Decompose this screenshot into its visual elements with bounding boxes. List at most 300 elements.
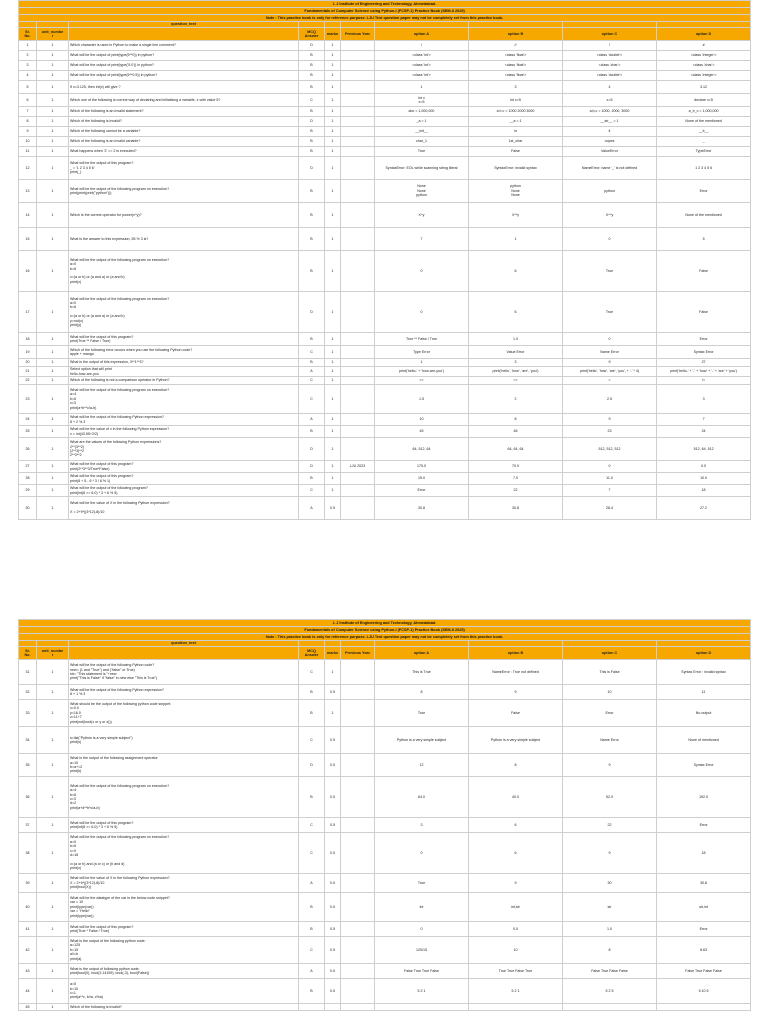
option-c-cell: 52.0 [563,777,657,818]
unit-number-cell: 1 [37,107,69,117]
institute-title: L J Institute of Engineering and Technology, Ahmedabad. [19,1,751,8]
option-a-cell: char_1 [375,137,469,147]
previous-year-cell [341,228,375,251]
option-a-cell: <class 'int'> [375,61,469,71]
mcq-answer-cell: B [299,685,325,700]
sr-no-cell: 34 [19,727,37,754]
option-b-cell: 0.0 [469,922,563,937]
mcq-answer-cell: B [299,147,325,157]
sr-no-cell: 20 [19,359,37,367]
question-row [19,333,751,346]
option-a-cell: X^y [375,203,469,228]
question-row [19,346,751,359]
question-row [19,727,751,754]
mcq-answer-cell: B [299,61,325,71]
option-b-cell: 1.0 [469,333,563,346]
mcq-answer-cell: D [299,157,325,180]
question-text-cell: Which one of the following is correct way of declaring and initialising a variable, x with value 5? [69,94,299,107]
option-a-cell: __init__ [375,127,469,137]
question-text-cell: What should be the output of the following python code snippet: x=0.0 y=16.0 z=11+7 print(not(bool(x or y or z))) [69,700,299,727]
sr-no-cell: 35 [19,754,37,777]
marks-cell: 1 [325,107,341,117]
previous-year-cell [341,497,375,520]
option-a-cell: 10 [375,414,469,426]
previous-year-cell [341,727,375,754]
course-title: Fundamentals of Computer Science using Python-I (FCSP-1) Practice Book (SEM-II 2025) [19,8,751,15]
option-a-cell: Type Error [375,346,469,359]
previous-year-cell [341,818,375,833]
previous-year-cell [341,117,375,127]
option-d-cell: 0.0 [657,461,751,473]
previous-year-cell [341,385,375,414]
option-c-cell: 5 2 5 [563,979,657,1004]
unit-number-cell: 1 [37,127,69,137]
option-d-cell: <class 'char'> [657,61,751,71]
question-row [19,41,751,51]
question-text-cell: What will be the output of this program? _ = '1 2 3 4 5 6' print(_) [69,157,299,180]
question-row [19,251,751,292]
previous-year-cell [341,777,375,818]
option-a-cell: True ** False / True [375,333,469,346]
unit-number-cell: 1 [37,137,69,147]
header-sr-no: Sr. No. [19,28,37,41]
marks-cell: 1 [325,157,341,180]
question-text-cell: a=5 b=10 c=1 print(a**c, b//a, c%a) [69,979,299,1004]
option-b-cell: 40.0 [469,777,563,818]
question-text-cell: What is the output of the following assignment operator a=10 b=a+=2 print(b) [69,754,299,777]
mcq-answer-cell: B [299,137,325,147]
header-option-a: option A [375,647,469,660]
mcq-answer-cell: A [299,497,325,520]
question-row [19,51,751,61]
option-a-cell: 175.0 [375,461,469,473]
previous-year-cell [341,333,375,346]
unit-number-cell: 1 [37,251,69,292]
marks-cell: 1 [325,367,341,377]
unit-number-cell: 1 [37,473,69,485]
option-b-cell: SyntaxError: invalid syntax [469,157,563,180]
previous-year-cell [341,893,375,922]
option-c-cell: 512, 512, 512 [563,438,657,461]
sr-no-cell: 38 [19,833,37,874]
question-row [19,818,751,833]
option-d-cell: False True False False [657,964,751,979]
option-d-cell: str,int [657,893,751,922]
previous-year-cell [341,107,375,117]
unit-number-cell: 1 [37,157,69,180]
option-a-cell: int x x=5 [375,94,469,107]
unit-number-cell: 1 [37,385,69,414]
header-option-c: option C [563,28,657,41]
marks-cell: 0.5 [325,727,341,754]
sr-no-cell: 39 [19,874,37,893]
option-b-cell: <class 'float'> [469,51,563,61]
previous-year-cell [341,137,375,147]
question-row [19,497,751,520]
option-a-cell: True [375,874,469,893]
option-c-cell: <class 'char'> [563,61,657,71]
sr-no-cell: 5 [19,81,37,94]
option-b-cell: 6 [469,818,563,833]
marks-cell: 1 [325,438,341,461]
sr-no-cell: 11 [19,147,37,157]
marks-cell: 0.5 [325,893,341,922]
marks-cell: 1 [325,473,341,485]
option-b-cell: int x=5 [469,94,563,107]
question-text-cell: Which of the following error occurs when you use the following Python code? apple + mango [69,346,299,359]
option-a-cell: 8 [375,685,469,700]
question-text-cell: What will be the output of the following program on execution? a=0 b=6 c=9 d=18 x=(a or b) and (a or c) or (b and d) print(x) [69,833,299,874]
marks-cell: 0.5 [325,874,341,893]
option-a-cell: 1 [375,81,469,94]
option-a-cell: _a = 1 [375,117,469,127]
option-b-cell: 7.0 [469,473,563,485]
option-c-cell: NameError: name '_' is not defined [563,157,657,180]
marks-cell: 1 [325,426,341,438]
option-d-cell: 1 2 3 4 5 6 [657,157,751,180]
option-c-cell: 22 [563,818,657,833]
marks-cell: 1 [325,377,341,385]
mcq-answer-cell: C [299,833,325,874]
question-row [19,473,751,485]
question-text-cell: What will be the output of print(type(5**0)) in python? [69,51,299,61]
question-text-cell: What will be the datatype of the var in the below code snippet? var = 10 print(type(var)) var = "Hello" print(type(var)) [69,893,299,922]
option-d-cell: != [657,377,751,385]
option-c-cell: 28.4 [563,497,657,520]
option-d-cell: Error [657,818,751,833]
mcq-answer-cell: B [299,107,325,117]
option-c-cell: True [563,251,657,292]
option-c-cell: __str__ = 1 [563,117,657,127]
question-row [19,180,751,203]
question-text-cell: Which of the following is invalid? [69,117,299,127]
option-c-cell: 0 [563,228,657,251]
mcq-answer-cell [299,1004,325,1011]
option-b-cell: <class 'float'> [469,61,563,71]
option-a-cell: 15.0 [375,473,469,485]
sr-no-cell: 7 [19,107,37,117]
sr-no-cell: 9 [19,127,37,137]
marks-cell: 1 [325,81,341,94]
marks-cell: 1 [325,147,341,157]
option-a-cell: 0 [375,292,469,333]
option-c-cell: = [563,377,657,385]
header-unit-number: unit_numbe r [37,28,69,41]
marks-cell: 0.5 [325,937,341,964]
mcq-answer-cell: B [299,893,325,922]
marks-cell: 0.5 [325,777,341,818]
option-b-cell: X**y [469,203,563,228]
institute-title: L J Institute of Engineering and Technology, Ahmedabad. [19,620,751,627]
option-d-cell: Error [657,922,751,937]
option-c-cell: 9 [563,754,657,777]
sr-no-cell: 1 [19,41,37,51]
previous-year-cell [341,833,375,874]
question-text-cell: What will be the value of X in the following Python expression? X = 2+9*((3*12)-8)/10 print(bool(X)) [69,874,299,893]
option-a-cell: 7 [375,228,469,251]
sr-no-cell: 44 [19,979,37,1004]
unit-number-cell: 1 [37,727,69,754]
option-c-cell: 10 [563,685,657,700]
mcq-answer-cell: B [299,473,325,485]
option-c-cell: 1.0 [563,922,657,937]
marks-cell: 0.5 [325,685,341,700]
unit-number-cell: 1 [37,359,69,367]
option-c-cell: it [563,127,657,137]
previous-year-cell [341,979,375,1004]
sr-no-cell: 29 [19,485,37,497]
sr-no-cell: 15 [19,228,37,251]
previous-year-cell [341,414,375,426]
header-option-b: option B [469,28,563,41]
previous-year-cell [341,81,375,94]
option-b-cell [469,1004,563,1011]
option-b-cell: a b c = 1000 2000 3000 [469,107,563,117]
option-a-cell: 0 [375,833,469,874]
header-unit-number: unit_numbe r [37,647,69,660]
marks-cell: 1 [325,660,341,685]
option-b-cell: 64, 64, 64 [469,438,563,461]
question-row [19,922,751,937]
option-c-cell: False True False False [563,964,657,979]
option-c-cell: 7 [563,485,657,497]
unit-number-cell: 1 [37,203,69,228]
option-d-cell: No output [657,700,751,727]
mcq-answer-cell: B [299,228,325,251]
mcq-answer-cell: A [299,964,325,979]
mcq-answer-cell: D [299,438,325,461]
marks-cell: 0.5 [325,922,341,937]
sr-no-cell: 2 [19,51,37,61]
option-a-cell: 125/15 [375,937,469,964]
option-b-cell: int,str [469,893,563,922]
unit-number-cell: 1 [37,438,69,461]
mcq-answer-cell: A [299,367,325,377]
option-b-cell: 3 [469,359,563,367]
option-b-cell: __a = 1 [469,117,563,127]
header-previous-year: Previous Year [341,647,375,660]
header-question-text: question_text [69,641,299,647]
option-d-cell: 27.2 [657,497,751,520]
previous-year-cell [341,685,375,700]
question-row [19,438,751,461]
option-c-cell: Error [563,700,657,727]
option-a-cell: int [375,893,469,922]
option-d-cell: 27 [657,359,751,367]
previous-year-cell [341,292,375,333]
option-b-cell: NameError : True not defined [469,660,563,685]
option-d-cell: 11 [657,685,751,700]
sr-no-cell: 18 [19,333,37,346]
option-b-cell: 6 [469,833,563,874]
option-b-cell: 9 [469,874,563,893]
unit-number-cell: 1 [37,426,69,438]
previous-year-cell [341,1004,375,1011]
option-c-cell: 8 [563,937,657,964]
option-a-cell: True [375,700,469,727]
option-c-cell: <class 'double'> [563,71,657,81]
sr-no-cell: 12 [19,157,37,180]
option-c-cell: This is False [563,660,657,685]
sr-no-cell: 8 [19,117,37,127]
option-a-cell: False True True False [375,964,469,979]
sr-no-cell: 43 [19,964,37,979]
header-mcq-answer: MCQ Answer [299,647,325,660]
option-b-cell: 9 [469,685,563,700]
mcq-answer-cell: B [299,127,325,137]
header-option-b: option B [469,647,563,660]
marks-cell: 0.5 [325,964,341,979]
mcq-answer-cell: B [299,700,325,727]
option-b-cell: 3 [469,81,563,94]
previous-year-cell [341,61,375,71]
option-b-cell: python None None [469,180,563,203]
question-row [19,137,751,147]
question-text-cell: What will be the output of this program? print(True ** False / True) [69,333,299,346]
marks-cell: 0.5 [325,754,341,777]
option-d-cell: 7 [657,414,751,426]
marks-cell: 1 [325,251,341,292]
question-row [19,71,751,81]
option-d-cell: declare x=5 [657,94,751,107]
mcq-answer-cell: B [299,777,325,818]
marks-cell: 1 [325,41,341,51]
option-c-cell: 9 [563,359,657,367]
option-d-cell: 5 [657,228,751,251]
course-title: Fundamentals of Computer Science using Python-I (FCSP-1) Practice Book (SEM-II 2025) [19,627,751,634]
question-text-cell: What will be the output of this program? print(True * False / True) [69,922,299,937]
sr-no-cell: 45 [19,1004,37,1011]
option-d-cell: TypeError [657,147,751,157]
option-a-cell: Python is a very simple subject [375,727,469,754]
previous-year-cell [341,754,375,777]
marks-cell: 1 [325,700,341,727]
question-row [19,1004,751,1011]
unit-number-cell: 1 [37,81,69,94]
option-d-cell: a_b_c = 1,000,000 [657,107,751,117]
sr-no-cell: 16 [19,251,37,292]
question-table-page-2 [18,619,751,1011]
option-d-cell: 8.63 [657,937,751,964]
header-option-c: option C [563,647,657,660]
question-text-cell: What happens when '2' == 2 is executed? [69,147,299,157]
option-b-cell: 10 [469,937,563,964]
option-c-cell: X^^y [563,203,657,228]
option-a-cell: 3 [375,818,469,833]
option-a-cell: <class 'int'> [375,71,469,81]
mcq-answer-cell: A [299,874,325,893]
unit-number-cell: 1 [37,497,69,520]
marks-cell: 1 [325,94,341,107]
sr-no-cell: 3 [19,61,37,71]
question-text-cell: What will be the output of the following program on execution? a=4 b=6 c=3 d=2 print(a+d**b*c/a-b) [69,777,299,818]
header-sr-no: Sr. No. [19,647,37,660]
option-c-cell: Name Error [563,346,657,359]
previous-year-cell [341,157,375,180]
unit-number-cell: 1 [37,414,69,426]
option-a-cell: This is True [375,660,469,685]
previous-year-cell: LJU 2023 [341,461,375,473]
previous-year-cell [341,660,375,685]
option-c-cell: <class 'double'> [563,51,657,61]
question-text-cell: What will be the output of the following Python expression? 8 + 1 % 3 [69,685,299,700]
mcq-answer-cell: B [299,203,325,228]
mcq-answer-cell: C [299,660,325,685]
question-text-cell: Which is the correct operator for power(x^y)? [69,203,299,228]
question-row [19,147,751,157]
sheet-page-1 [18,0,750,520]
option-a-cell: None None python [375,180,469,203]
option-d-cell: # [657,41,751,51]
mcq-answer-cell: C [299,377,325,385]
header-option-a: option A [375,28,469,41]
option-d-cell: 512, 64, 512 [657,438,751,461]
option-c-cell: 2.5 [563,385,657,414]
mcq-answer-cell: B [299,359,325,367]
previous-year-cell [341,937,375,964]
option-a-cell: Error [375,485,469,497]
marks-cell [325,1004,341,1011]
option-d-cell: 18 [657,485,751,497]
marks-cell: 1 [325,346,341,359]
option-a-cell: 45 [375,426,469,438]
question-text-cell: Which of the following is not a comparison operator in Python? [69,377,299,385]
option-c-cell: 30 [563,874,657,893]
sr-no-cell: 17 [19,292,37,333]
mcq-answer-cell: B [299,51,325,61]
unit-number-cell: 1 [37,1004,69,1011]
question-row [19,833,751,874]
unit-number-cell: 1 [37,660,69,685]
sr-no-cell: 26 [19,438,37,461]
header-mcq-answer: MCQ Answer [299,28,325,41]
option-b-cell: 46 [469,426,563,438]
option-b-cell: 8 [469,754,563,777]
option-c-cell: python [563,180,657,203]
previous-year-cell [341,485,375,497]
option-c-cell: Name Error [563,727,657,754]
marks-cell: 1 [325,385,341,414]
question-text-cell: What is the answer to this expression, 55 % 3 is? [69,228,299,251]
marks-cell: 1 [325,61,341,71]
unit-number-cell: 1 [37,180,69,203]
option-a-cell: 5 2 1 [375,979,469,1004]
question-row [19,157,751,180]
mcq-answer-cell: B [299,71,325,81]
option-b-cell: <class 'float'> [469,71,563,81]
unit-number-cell: 1 [37,685,69,700]
marks-cell: 1 [325,292,341,333]
option-d-cell: print('hello-' + '-' + 'how' + '-' + 'are' + 'you') [657,367,751,377]
question-row [19,203,751,228]
question-text-cell: What will be the output of this program? print(2**3**3/True*False) [69,461,299,473]
mcq-answer-cell: C [299,937,325,964]
marks-cell: 1 [325,359,341,367]
marks-cell: 1 [325,228,341,251]
sr-no-cell: 21 [19,367,37,377]
option-a-cell: 64, 512, 64 [375,438,469,461]
option-b-cell: print('hello', 'how', 'are', 'you') [469,367,563,377]
unit-number-cell: 1 [37,818,69,833]
previous-year-cell [341,473,375,485]
option-c-cell: print('hello', 'how', 'are', 'you', + '-' * 4) [563,367,657,377]
question-row [19,414,751,426]
option-b-cell: Python is a very simple subject [469,727,563,754]
marks-cell: 1 [325,485,341,497]
option-d-cell: 30.8 [657,874,751,893]
option-d-cell: 5 10 5 [657,979,751,1004]
option-d-cell: Syntax Error [657,754,751,777]
